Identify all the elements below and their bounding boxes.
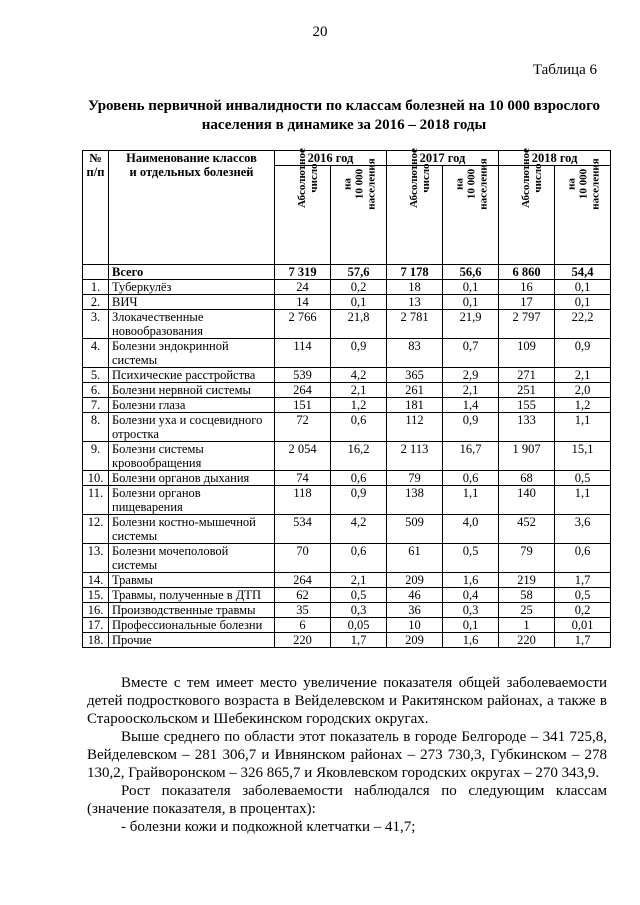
absolute-value-cell: 14 [275, 295, 331, 310]
per-10000-value-cell: 0,5 [555, 471, 611, 486]
row-number: 16. [83, 603, 109, 618]
per-10000-value-cell: 1,4 [443, 398, 499, 413]
per-10000-value-cell: 4,2 [331, 515, 387, 544]
absolute-value-cell: 2 054 [275, 442, 331, 471]
table-row [83, 603, 611, 618]
per-10000-value-cell: 1,7 [555, 573, 611, 588]
per-10000-value-cell: 0,1 [555, 280, 611, 295]
table-row [83, 633, 611, 648]
total-cell: 56,6 [443, 265, 499, 280]
per-10000-value-cell: 2,1 [555, 368, 611, 383]
disease-class-name: Болезни эндокринной системы [109, 339, 275, 368]
disease-class-name: Болезни системы кровообращения [109, 442, 275, 471]
table-row [83, 442, 611, 471]
absolute-value-cell: 2 766 [275, 310, 331, 339]
absolute-value-cell: 13 [387, 295, 443, 310]
table-row [83, 295, 611, 310]
per-10000-value-cell: 1,6 [443, 573, 499, 588]
absolute-value-cell: 140 [499, 486, 555, 515]
disease-class-name: Злокачественные новообразования [109, 310, 275, 339]
absolute-value-cell: 2 781 [387, 310, 443, 339]
header-year-2018: 2018 год [499, 151, 611, 166]
row-number: 3. [83, 310, 109, 339]
absolute-value-cell: 109 [499, 339, 555, 368]
row-number: 5. [83, 368, 109, 383]
absolute-value-cell: 155 [499, 398, 555, 413]
table-row [83, 544, 611, 573]
per-10000-value-cell: 15,1 [555, 442, 611, 471]
header-name: Наименование классов и отдельных болезней [109, 151, 275, 265]
row-number: 11. [83, 486, 109, 515]
absolute-value-cell: 1 907 [499, 442, 555, 471]
per-10000-value-cell: 0,01 [555, 618, 611, 633]
row-number: 14. [83, 573, 109, 588]
per-10000-value-cell: 2,1 [331, 383, 387, 398]
header-per10k: на 10 000 населения [443, 166, 499, 265]
row-number: 8. [83, 413, 109, 442]
per-10000-value-cell: 0,2 [555, 603, 611, 618]
row-number: 12. [83, 515, 109, 544]
row-number: 6. [83, 383, 109, 398]
absolute-value-cell: 18 [387, 280, 443, 295]
row-number: 4. [83, 339, 109, 368]
absolute-value-cell: 46 [387, 588, 443, 603]
absolute-value-cell: 70 [275, 544, 331, 573]
per-10000-value-cell: 1,2 [555, 398, 611, 413]
absolute-value-cell: 271 [499, 368, 555, 383]
table-title: Уровень первичной инвалидности по классам болезней на 10 000 взрослого населения в динамике за 2016 – 2018 годы [87, 98, 601, 133]
per-10000-value-cell: 2,0 [555, 383, 611, 398]
per-10000-value-cell: 0,1 [443, 618, 499, 633]
table-label: Таблица 6 [532, 62, 597, 78]
absolute-value-cell: 112 [387, 413, 443, 442]
absolute-value-cell: 2 797 [499, 310, 555, 339]
per-10000-value-cell: 0,1 [443, 280, 499, 295]
disease-class-name: Болезни нервной системы [109, 383, 275, 398]
row-number: 17. [83, 618, 109, 633]
absolute-value-cell: 251 [499, 383, 555, 398]
absolute-value-cell: 79 [387, 471, 443, 486]
row-number: 2. [83, 295, 109, 310]
header-num: № п/п [83, 151, 109, 265]
absolute-value-cell: 181 [387, 398, 443, 413]
paragraph: Рост показателя заболеваемости наблюдался по следующим классам (значение показателя, в процентах): [87, 783, 607, 817]
absolute-value-cell: 539 [275, 368, 331, 383]
absolute-value-cell: 79 [499, 544, 555, 573]
disease-class-name: Производственные травмы [109, 603, 275, 618]
disease-class-name: ВИЧ [109, 295, 275, 310]
per-10000-value-cell: 1,1 [555, 413, 611, 442]
absolute-value-cell: 133 [499, 413, 555, 442]
absolute-value-cell: 209 [387, 573, 443, 588]
table-row [83, 398, 611, 413]
absolute-value-cell: 118 [275, 486, 331, 515]
per-10000-value-cell: 2,1 [443, 383, 499, 398]
table-row [83, 339, 611, 368]
absolute-value-cell: 151 [275, 398, 331, 413]
per-10000-value-cell: 0,9 [331, 486, 387, 515]
disease-class-name: Болезни органов пищеварения [109, 486, 275, 515]
absolute-value-cell: 58 [499, 588, 555, 603]
table-row [83, 413, 611, 442]
per-10000-value-cell: 4,2 [331, 368, 387, 383]
paragraph: Выше среднего по области этот показатель в городе Белгороде – 341 725,8, Вейделевском – 281 306,7 и Ивнянском районах – 273 730,3, Губкинском – 278 130,2, Грайворонском – 326 865,7 и Яковлевском городских округах – 270 343,9. [87, 729, 607, 781]
per-10000-value-cell: 0,05 [331, 618, 387, 633]
per-10000-value-cell: 0,5 [555, 588, 611, 603]
absolute-value-cell: 17 [499, 295, 555, 310]
table-row [83, 573, 611, 588]
absolute-value-cell: 62 [275, 588, 331, 603]
total-label: Всего [109, 265, 275, 280]
per-10000-value-cell: 0,6 [331, 471, 387, 486]
table-row [83, 486, 611, 515]
per-10000-value-cell: 2,1 [331, 573, 387, 588]
per-10000-value-cell: 0,1 [331, 295, 387, 310]
total-cell: 6 860 [499, 265, 555, 280]
disease-class-name: Профессиональные болезни [109, 618, 275, 633]
absolute-value-cell: 2 113 [387, 442, 443, 471]
per-10000-value-cell: 0,7 [443, 339, 499, 368]
absolute-value-cell: 219 [499, 573, 555, 588]
absolute-value-cell: 16 [499, 280, 555, 295]
disease-class-name: Болезни органов дыхания [109, 471, 275, 486]
absolute-value-cell: 61 [387, 544, 443, 573]
absolute-value-cell: 509 [387, 515, 443, 544]
row-number: 7. [83, 398, 109, 413]
header-per10k: на 10 000 населения [555, 166, 611, 265]
absolute-value-cell: 365 [387, 368, 443, 383]
disease-class-name: Психические расстройства [109, 368, 275, 383]
header-abs: Абсолютное число [275, 166, 331, 265]
absolute-value-cell: 264 [275, 573, 331, 588]
row-number: 15. [83, 588, 109, 603]
per-10000-value-cell: 1,2 [331, 398, 387, 413]
absolute-value-cell: 83 [387, 339, 443, 368]
row-number: 9. [83, 442, 109, 471]
row-number: 18. [83, 633, 109, 648]
per-10000-value-cell: 4,0 [443, 515, 499, 544]
per-10000-value-cell: 0,3 [331, 603, 387, 618]
per-10000-value-cell: 1,7 [331, 633, 387, 648]
per-10000-value-cell: 21,9 [443, 310, 499, 339]
body-text [87, 674, 607, 836]
absolute-value-cell: 1 [499, 618, 555, 633]
table-row [83, 588, 611, 603]
absolute-value-cell: 25 [499, 603, 555, 618]
per-10000-value-cell: 21,8 [331, 310, 387, 339]
absolute-value-cell: 452 [499, 515, 555, 544]
per-10000-value-cell: 0,9 [443, 413, 499, 442]
absolute-value-cell: 209 [387, 633, 443, 648]
per-10000-value-cell: 3,6 [555, 515, 611, 544]
table-row [83, 368, 611, 383]
disease-class-name: Прочие [109, 633, 275, 648]
absolute-value-cell: 35 [275, 603, 331, 618]
absolute-value-cell: 264 [275, 383, 331, 398]
per-10000-value-cell: 0,6 [443, 471, 499, 486]
disease-class-name: Туберкулёз [109, 280, 275, 295]
disease-class-name: Болезни мочеполовой системы [109, 544, 275, 573]
table-row [83, 383, 611, 398]
row-number: 1. [83, 280, 109, 295]
absolute-value-cell: 68 [499, 471, 555, 486]
absolute-value-cell: 534 [275, 515, 331, 544]
per-10000-value-cell: 0,5 [331, 588, 387, 603]
disease-class-name: Травмы, полученные в ДТП [109, 588, 275, 603]
per-10000-value-cell: 1,6 [443, 633, 499, 648]
per-10000-value-cell: 1,1 [443, 486, 499, 515]
paragraph: Вместе с тем имеет место увеличение показателя общей заболеваемости детей подросткового возраста в Вейделевском и Ракитянском районах, а также в Старооскольском и Шебекинском городских округах. [87, 675, 607, 727]
total-cell: 7 319 [275, 265, 331, 280]
total-cell: 57,6 [331, 265, 387, 280]
per-10000-value-cell: 0,1 [443, 295, 499, 310]
absolute-value-cell: 6 [275, 618, 331, 633]
absolute-value-cell: 72 [275, 413, 331, 442]
per-10000-value-cell: 0,9 [555, 339, 611, 368]
per-10000-value-cell: 0,6 [331, 413, 387, 442]
absolute-value-cell: 261 [387, 383, 443, 398]
absolute-value-cell: 220 [499, 633, 555, 648]
paragraph: - болезни кожи и подкожной клетчатки – 41,7; [121, 819, 416, 835]
per-10000-value-cell: 2,9 [443, 368, 499, 383]
page-number: 20 [312, 24, 328, 40]
header-abs: Абсолютное число [499, 166, 555, 265]
per-10000-value-cell: 0,2 [331, 280, 387, 295]
row-number: 13. [83, 544, 109, 573]
per-10000-value-cell: 1,1 [555, 486, 611, 515]
disability-table [82, 150, 611, 648]
header-abs: Абсолютное число [387, 166, 443, 265]
per-10000-value-cell: 0,4 [443, 588, 499, 603]
per-10000-value-cell: 16,2 [331, 442, 387, 471]
header-year-2016: 2016 год [275, 151, 387, 166]
row-number: 10. [83, 471, 109, 486]
per-10000-value-cell: 0,9 [331, 339, 387, 368]
absolute-value-cell: 138 [387, 486, 443, 515]
per-10000-value-cell: 0,6 [331, 544, 387, 573]
total-cell: 54,4 [555, 265, 611, 280]
disease-class-name: Болезни глаза [109, 398, 275, 413]
per-10000-value-cell: 0,3 [443, 603, 499, 618]
table-row [83, 515, 611, 544]
table-row [83, 618, 611, 633]
table-row-total [83, 265, 611, 280]
absolute-value-cell: 74 [275, 471, 331, 486]
header-per10k: на 10 000 населения [331, 166, 387, 265]
absolute-value-cell: 220 [275, 633, 331, 648]
total-num [83, 265, 109, 280]
per-10000-value-cell: 22,2 [555, 310, 611, 339]
absolute-value-cell: 10 [387, 618, 443, 633]
per-10000-value-cell: 1,7 [555, 633, 611, 648]
per-10000-value-cell: 0,5 [443, 544, 499, 573]
total-cell: 7 178 [387, 265, 443, 280]
absolute-value-cell: 114 [275, 339, 331, 368]
disease-class-name: Болезни костно-мышечной системы [109, 515, 275, 544]
disease-class-name: Травмы [109, 573, 275, 588]
header-year-2017: 2017 год [387, 151, 499, 166]
table-row [83, 471, 611, 486]
absolute-value-cell: 36 [387, 603, 443, 618]
absolute-value-cell: 24 [275, 280, 331, 295]
table-row [83, 280, 611, 295]
table-row [83, 310, 611, 339]
per-10000-value-cell: 16,7 [443, 442, 499, 471]
disease-class-name: Болезни уха и сосцевидного отростка [109, 413, 275, 442]
per-10000-value-cell: 0,6 [555, 544, 611, 573]
per-10000-value-cell: 0,1 [555, 295, 611, 310]
